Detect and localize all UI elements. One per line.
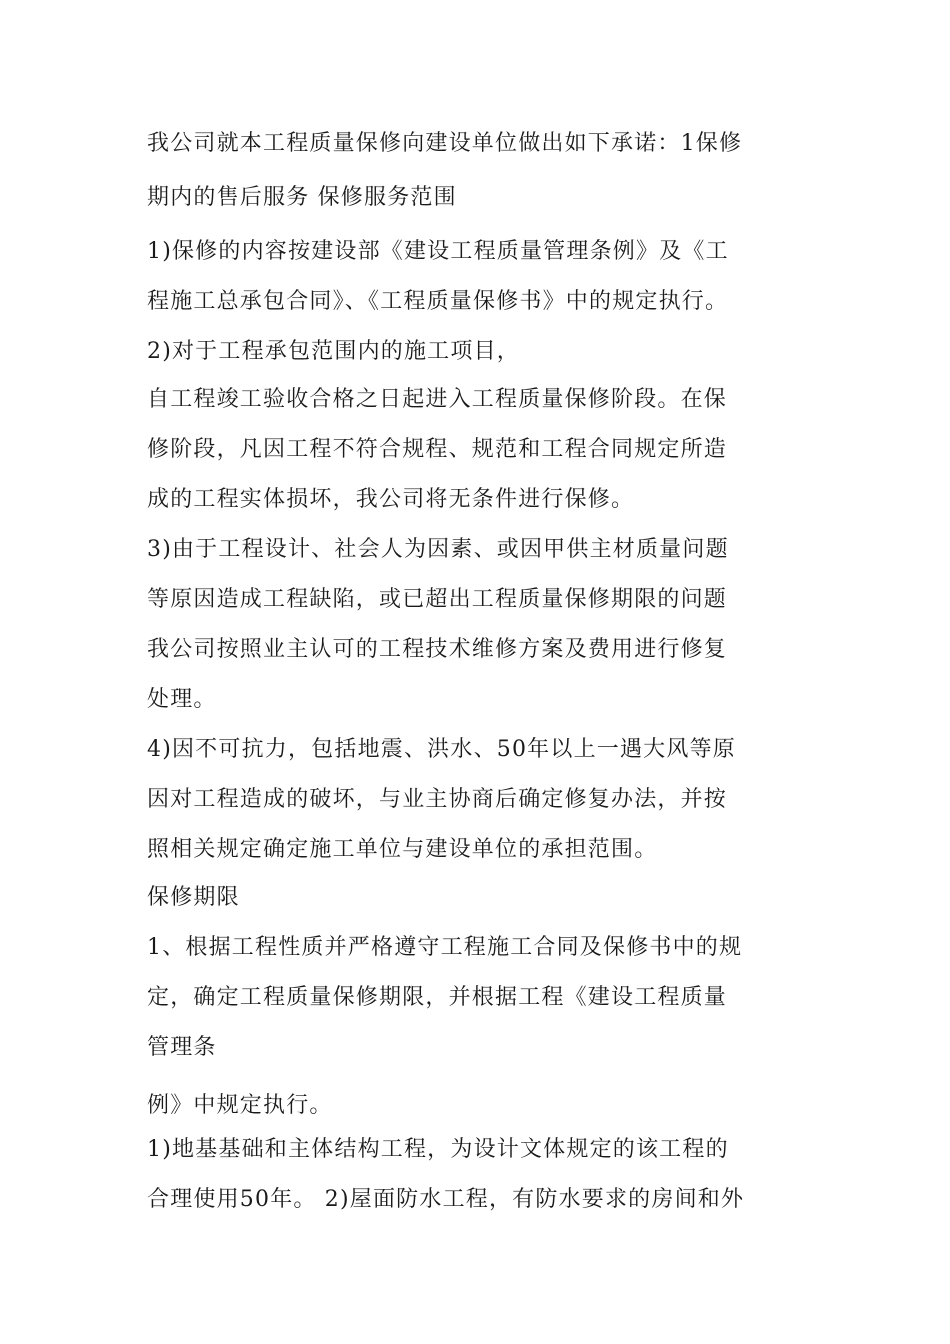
text-line: 期内的售后服务 保修服务范围 <box>147 185 457 210</box>
text-line: 照相关规定确定施工单位与建设单位的承担范围。 <box>147 837 658 862</box>
section-heading: 保修期限 <box>147 885 240 910</box>
text-line: 程施工总承包合同》、《工程质量保修书》中的规定执行。 <box>147 289 729 314</box>
text-line: 成的工程实体损坏，我公司将无条件进行保修。 <box>147 487 635 512</box>
text-line: 1)保修的内容按建设部《建设工程质量管理条例》及《工 <box>147 239 729 264</box>
text-line: 例》中规定执行。 <box>147 1093 333 1118</box>
text-line: 自工程竣工验收合格之日起进入工程质量保修阶段。在保 <box>147 387 728 412</box>
text-line: 因对工程造成的破坏，与业主协商后确定修复办法，并按 <box>147 787 728 812</box>
text-line: 1)地基基础和主体结构工程，为设计文体规定的该工程的 <box>147 1137 729 1162</box>
text-line: 管理条 <box>147 1035 217 1060</box>
text-line: 1、根据工程性质并严格遵守工程施工合同及保修书中的规 <box>147 935 743 960</box>
text-line: 我公司就本工程质量保修向建设单位做出如下承诺：1保修 <box>147 131 743 156</box>
text-line: 2)对于工程承包范围内的施工项目， <box>147 339 520 364</box>
text-line: 合理使用50年。 2)屋面防水工程，有防水要求的房间和外 <box>147 1187 745 1212</box>
text-line: 处理。 <box>147 687 217 712</box>
text-line: 修阶段，凡因工程不符合规程、规范和工程合同规定所造 <box>147 437 728 462</box>
text-line: 我公司按照业主认可的工程技术维修方案及费用进行修复 <box>147 637 728 662</box>
text-line: 4)因不可抗力，包括地震、洪水、50年以上一遇大风等原 <box>147 737 736 762</box>
text-line: 等原因造成工程缺陷，或已超出工程质量保修期限的问题 <box>147 587 728 612</box>
text-line: 定，确定工程质量保修期限，并根据工程《建设工程质量 <box>147 985 728 1010</box>
text-line: 3)由于工程设计、社会人为因素、或因甲供主材质量问题 <box>147 537 729 562</box>
